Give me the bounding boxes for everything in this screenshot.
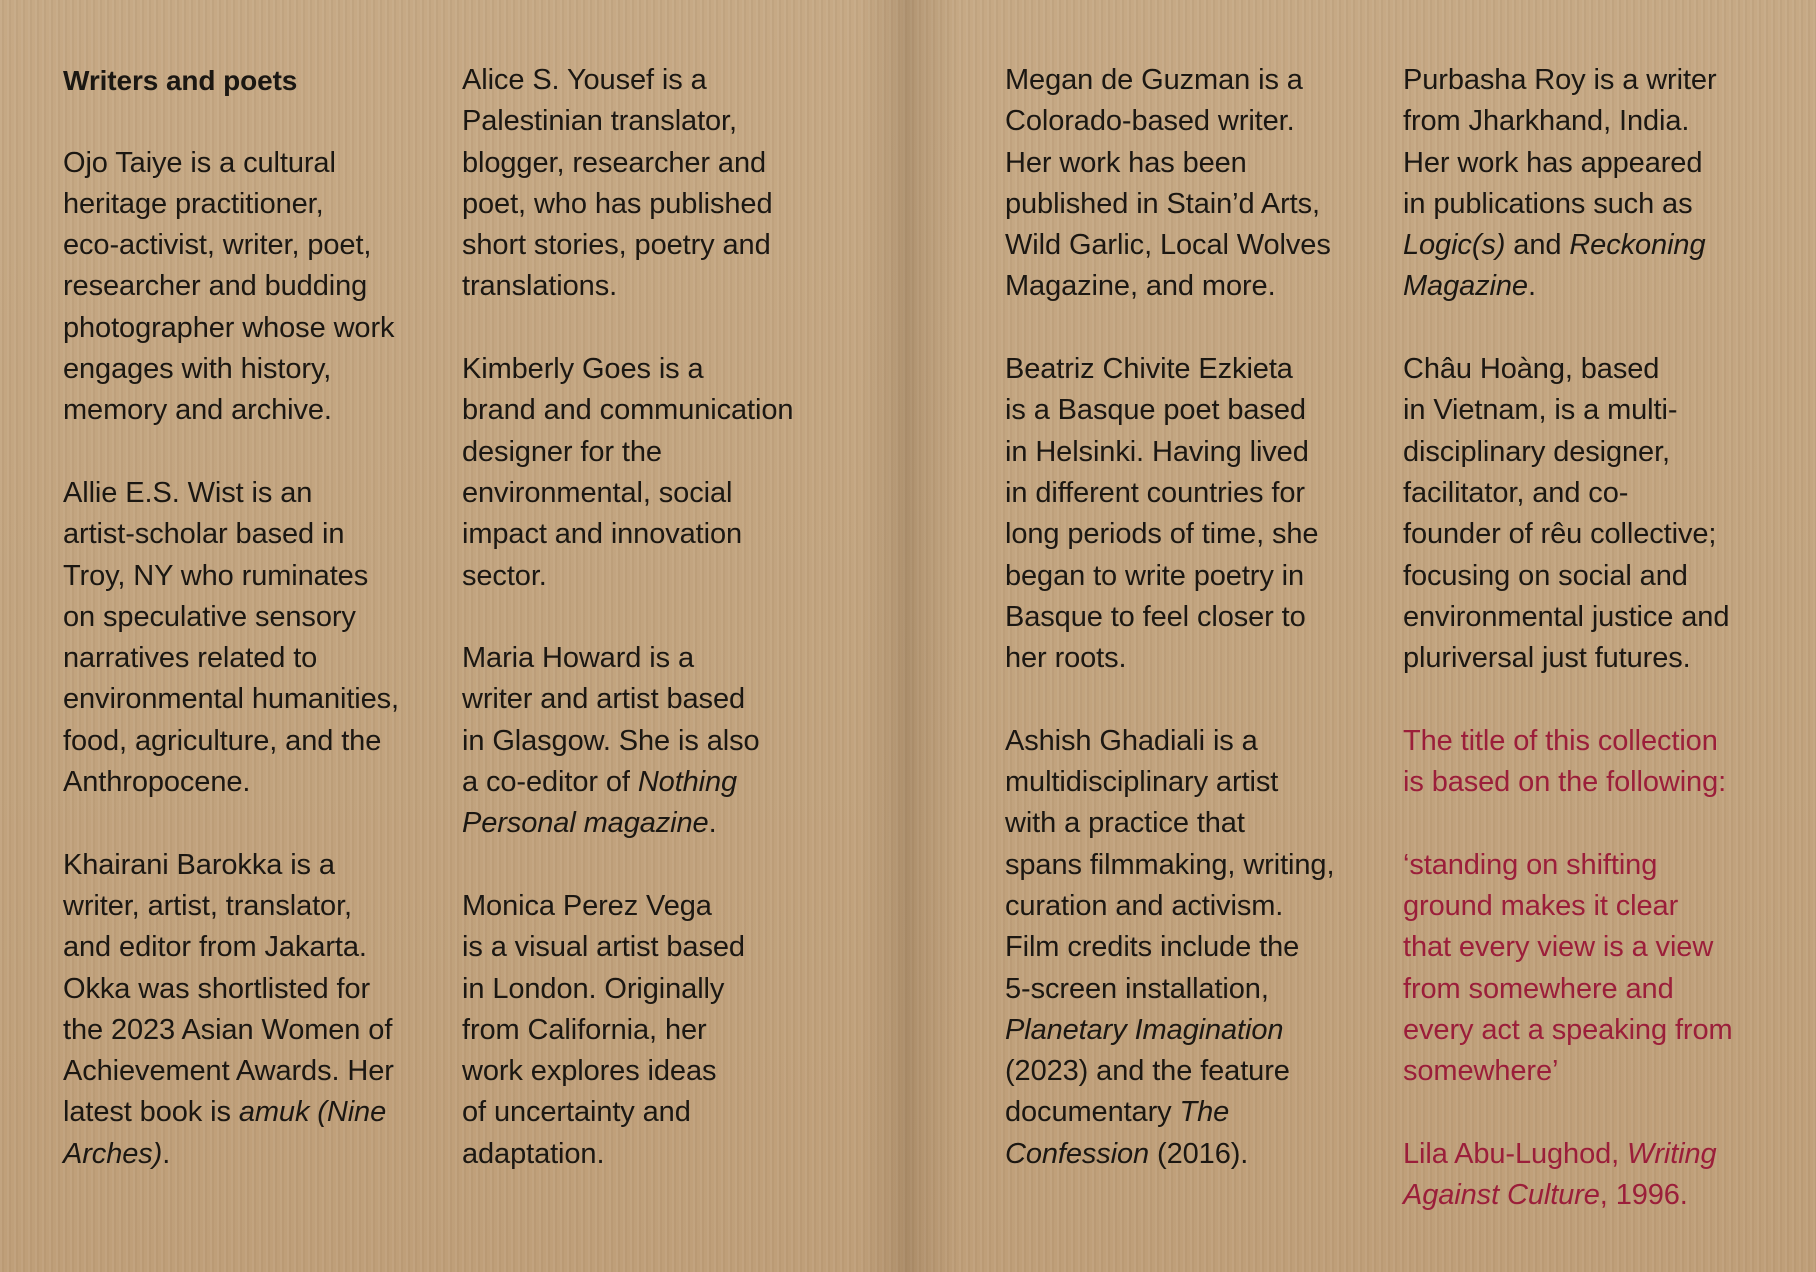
bio-purbasha-roy-pub2: Reckoning Magazine	[1403, 229, 1706, 303]
bio-maria-howard-end: .	[708, 807, 717, 840]
bio-maria-howard-magazine: Nothing Personal magazine	[462, 766, 738, 840]
column-4	[1403, 60, 1783, 1216]
bio-purbasha-roy-end: .	[1527, 270, 1536, 303]
column-1	[63, 60, 423, 1175]
section-title: Writers and poets	[63, 65, 298, 96]
bio-monica-perez-vega: Monica Perez Vega is a visual artist based in London. Originally from California, her work explores ideas of uncertainty and adaptation.	[462, 889, 745, 1170]
bio-maria-howard-text: Maria Howard is a writer and artist based in Glasgow. She is also a co-editor of	[462, 642, 760, 799]
bio-khairani-barokka	[63, 845, 423, 1175]
bio-khairani-barokka-book: amuk (Nine Arches)	[63, 1096, 387, 1170]
title-note-citation	[1403, 1134, 1783, 1217]
title-note-intro: The title of this collection is based on the following:	[1403, 724, 1727, 799]
bio-khairani-barokka-text: Khairani Barokka is a writer, artist, translator, and editor from Jakarta. Okka was shortlisted for the 2023 Asian Women of Achievement Awards. Her latest book is	[63, 848, 394, 1129]
citation-work: Writing Against Culture	[1403, 1137, 1717, 1212]
bio-khairani-barokka-end: .	[162, 1137, 171, 1170]
bio-ashish-ghadiali-work1: Planetary Imagination	[1005, 1013, 1284, 1046]
bio-ashish-ghadiali	[1005, 721, 1365, 1175]
bio-megan-de-guzman: Megan de Guzman is a Colorado-based writer. Her work has been published in Stain’d Arts, Wild Garlic, Local Wolves Magazine, and more.	[1005, 64, 1331, 303]
bio-purbasha-roy-and: and	[1505, 229, 1570, 262]
citation-author: Lila Abu-Lughod,	[1403, 1137, 1628, 1170]
bio-ashish-ghadiali-mid: (2023) and the feature documentary	[1005, 1055, 1290, 1129]
bio-purbasha-roy-pub1: Logic(s)	[1403, 229, 1506, 262]
bio-beatriz-chivite-ezkieta: Beatriz Chivite Ezkieta is a Basque poet based in Helsinki. Having lived in different countries for long periods of time, she began to write poetry in Basque to feel closer to her roots.	[1005, 353, 1319, 675]
bio-purbasha-roy	[1403, 60, 1783, 308]
bio-ashish-ghadiali-work2: The Confession	[1005, 1096, 1230, 1170]
title-note-quote: ‘standing on shifting ground makes it clear that every view is a view from somewhere and every act a speaking from somewhere’	[1403, 848, 1733, 1088]
column-3	[1005, 60, 1365, 1175]
bio-allie-wist: Allie E.S. Wist is an artist-scholar based in Troy, NY who ruminates on speculative sensory narratives related to environmental humanities, food, agriculture, and the Anthropocene.	[63, 476, 400, 799]
right-page	[908, 0, 1816, 1272]
bio-ashish-ghadiali-text: Ashish Ghadiali is a multidisciplinary artist with a practice that spans filmmaking, writing, curation and activism. Film credits include the 5-screen installation,	[1005, 724, 1335, 1005]
bio-alice-yousef: Alice S. Yousef is a Palestinian translator, blogger, researcher and poet, who has published short stories, poetry and translations.	[462, 64, 773, 303]
bio-kimberly-goes: Kimberly Goes is a brand and communication designer for the environmental, social impact and innovation sector.	[462, 353, 794, 592]
bio-ojo-taiye: Ojo Taiye is a cultural heritage practitioner, eco-activist, writer, poet, researcher and budding photographer whose work engages with history, memory and archive.	[63, 146, 395, 427]
bio-maria-howard	[462, 638, 832, 844]
bio-purbasha-roy-text: Purbasha Roy is a writer from Jharkhand, India. Her work has appeared in publications such as	[1403, 64, 1717, 220]
bio-ashish-ghadiali-end: (2016).	[1149, 1137, 1249, 1170]
citation-year: , 1996.	[1599, 1179, 1688, 1212]
bio-chau-hoang: Châu Hoàng, based in Vietnam, is a multi- disciplinary designer, facilitator, and co- founder of rêu collective; focusing on social and environmental justice and pluriversal just futures.	[1403, 353, 1730, 675]
column-2	[462, 60, 832, 1175]
